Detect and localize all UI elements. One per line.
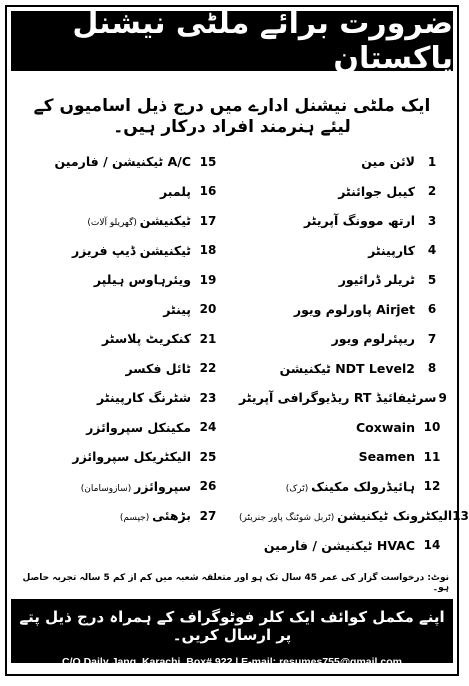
position-number: 7 <box>427 331 437 346</box>
job-advertisement <box>5 5 469 676</box>
apply-instruction: اپنے مکمل کوائف ایک کلر فوٹوگراف کے ہمراہ درج ذیل پتے پر ارسال کریں۔ <box>19 608 445 644</box>
position-number: 19 <box>199 272 217 287</box>
position-number: 2 <box>427 184 437 199</box>
position-row <box>239 324 449 354</box>
position-row <box>15 265 225 295</box>
position-title-text: ٹیکنیشن ڈیپ فریزر <box>71 242 191 258</box>
position-title <box>239 184 415 199</box>
position-title <box>239 272 415 287</box>
position-number: 8 <box>427 361 437 376</box>
position-title-text: ویئرہاوس ہیلپر <box>93 272 191 288</box>
position-note: (ٹرک) <box>285 483 312 494</box>
position-title-text: NDT Level2 ٹیکنیشن <box>279 360 415 376</box>
position-title <box>15 420 191 435</box>
position-title <box>15 272 191 287</box>
position-number: 17 <box>199 213 217 228</box>
position-title <box>239 508 452 523</box>
position-number: 5 <box>427 272 437 287</box>
footer-banner <box>11 599 453 668</box>
position-row <box>15 413 225 443</box>
position-row <box>239 147 449 177</box>
position-title <box>239 213 415 228</box>
position-row <box>15 147 225 177</box>
position-row <box>15 324 225 354</box>
position-row <box>15 295 225 325</box>
position-title-text: الیکٹرونک ٹیکنیشن <box>337 508 453 524</box>
position-row <box>15 501 225 531</box>
positions-column-right <box>239 147 469 560</box>
position-title <box>15 331 191 346</box>
position-row <box>239 501 469 531</box>
position-title <box>239 479 415 494</box>
position-title <box>239 243 415 258</box>
position-number: 13 <box>452 508 469 523</box>
position-title-text: پلمبر <box>159 183 191 199</box>
position-number: 16 <box>199 184 217 199</box>
position-title <box>239 361 415 376</box>
position-title-text: مکینکل سپروائزر <box>86 419 191 435</box>
position-title <box>239 449 415 464</box>
position-number: 15 <box>199 154 217 169</box>
positions-column-left <box>15 147 225 531</box>
position-title-text: لائن مین <box>361 154 415 170</box>
headline: ضرورت برائے ملٹی نیشنل پاکستان <box>72 6 453 76</box>
position-number: 21 <box>199 331 217 346</box>
position-number: 26 <box>199 479 217 494</box>
position-number: 27 <box>199 508 217 523</box>
position-title-text: پینٹر <box>163 301 191 317</box>
position-number: 6 <box>427 302 437 317</box>
position-title-text: کارپینٹر <box>368 242 415 258</box>
position-row <box>239 295 449 325</box>
position-title <box>15 479 191 494</box>
position-number: 9 <box>438 390 447 405</box>
position-row <box>239 177 449 207</box>
position-number: 25 <box>199 449 217 464</box>
position-note: (گھریلو آلات) <box>87 218 140 229</box>
position-title-text: ہائیڈرولک مکینک <box>311 478 415 494</box>
position-title-text: بڑھئی <box>152 508 191 524</box>
eligibility-note: نوٹ: درخواست گزار کی عمر 45 سال تک ہو اور متعلقہ شعبہ میں کم از کم 5 سالہ تجربہ حاصل ہو۔ <box>22 573 449 593</box>
position-title <box>15 213 191 228</box>
position-row <box>239 206 449 236</box>
position-title-text: HVAC ٹیکنیشن / فارمین <box>263 537 415 553</box>
position-title-text: ٹیکنیشن <box>139 213 191 229</box>
position-title <box>15 243 191 258</box>
position-number: 22 <box>199 361 217 376</box>
position-row <box>15 442 225 472</box>
position-number: 23 <box>199 390 217 405</box>
intro-text: ایک ملٹی نیشنل ادارے میں درج ذیل اسامیوں کے لیئے ہنرمند افراد درکار ہیں۔ <box>33 96 431 137</box>
position-title <box>239 331 415 346</box>
position-title <box>239 390 436 405</box>
position-row <box>239 531 449 561</box>
position-title <box>15 390 191 405</box>
position-number: 11 <box>423 449 441 464</box>
position-number: 24 <box>199 420 217 435</box>
position-row <box>15 236 225 266</box>
position-row <box>239 236 449 266</box>
position-number: 1 <box>427 154 437 169</box>
position-number: 10 <box>423 420 441 435</box>
position-note: (ٹربل شوٹنگ پاور جنریٹر) <box>239 513 338 524</box>
position-row <box>15 177 225 207</box>
position-note: (سازوسامان) <box>80 483 135 494</box>
position-row <box>15 472 225 502</box>
position-title <box>15 302 191 317</box>
position-title <box>15 508 191 523</box>
position-title-text: کنکریٹ پلاسٹر <box>101 331 191 347</box>
position-title <box>15 449 191 464</box>
position-title-text: ٹریلر ڈرائیور <box>338 272 415 288</box>
position-title-text: کیبل جوائنٹر <box>338 183 415 199</box>
position-title-text: Seamen <box>358 449 415 465</box>
position-title-text: ٹائل فکسر <box>125 360 191 376</box>
position-title-text: سپروائزر <box>134 478 191 494</box>
position-row <box>15 383 225 413</box>
position-title <box>239 420 415 435</box>
position-number: 12 <box>423 479 441 494</box>
position-title <box>239 302 415 317</box>
position-row <box>239 413 449 443</box>
position-row <box>15 354 225 384</box>
position-title-text: Airjet پاورلوم ویور <box>293 301 415 317</box>
position-number: 18 <box>199 243 217 258</box>
position-row <box>239 383 449 413</box>
position-title <box>15 184 191 199</box>
position-title <box>15 361 191 376</box>
position-number: 3 <box>427 213 437 228</box>
position-number: 14 <box>423 538 441 553</box>
position-row <box>239 265 449 295</box>
contact-address: C/O Daily Jang, Karachi, Box# 922 | E-mail: resumes755@gmail.com <box>62 656 402 668</box>
position-title-text: ریپئرلوم ویور <box>331 331 415 347</box>
position-title <box>239 154 415 169</box>
position-title <box>239 538 415 553</box>
position-row <box>239 354 449 384</box>
position-row <box>15 206 225 236</box>
headline-banner <box>11 6 453 76</box>
position-row <box>239 442 449 472</box>
position-title-text: A/C ٹیکنیشن / فارمین <box>54 154 191 170</box>
position-title-text: الیکٹریکل سپروائزر <box>72 449 191 465</box>
position-title-text: Coxwain <box>356 419 415 435</box>
position-number: 4 <box>427 243 437 258</box>
position-row <box>239 472 449 502</box>
position-title-text: ارتھ موونگ آپریٹر <box>303 213 415 229</box>
position-title <box>15 154 191 169</box>
position-number: 20 <box>199 302 217 317</box>
position-title-text: سرٹیفائیڈ RT ریڈیوگرافی آپریٹر <box>239 390 437 406</box>
position-title-text: شٹرنگ کارپینٹر <box>97 390 191 406</box>
position-note: (جپسم) <box>119 513 153 524</box>
